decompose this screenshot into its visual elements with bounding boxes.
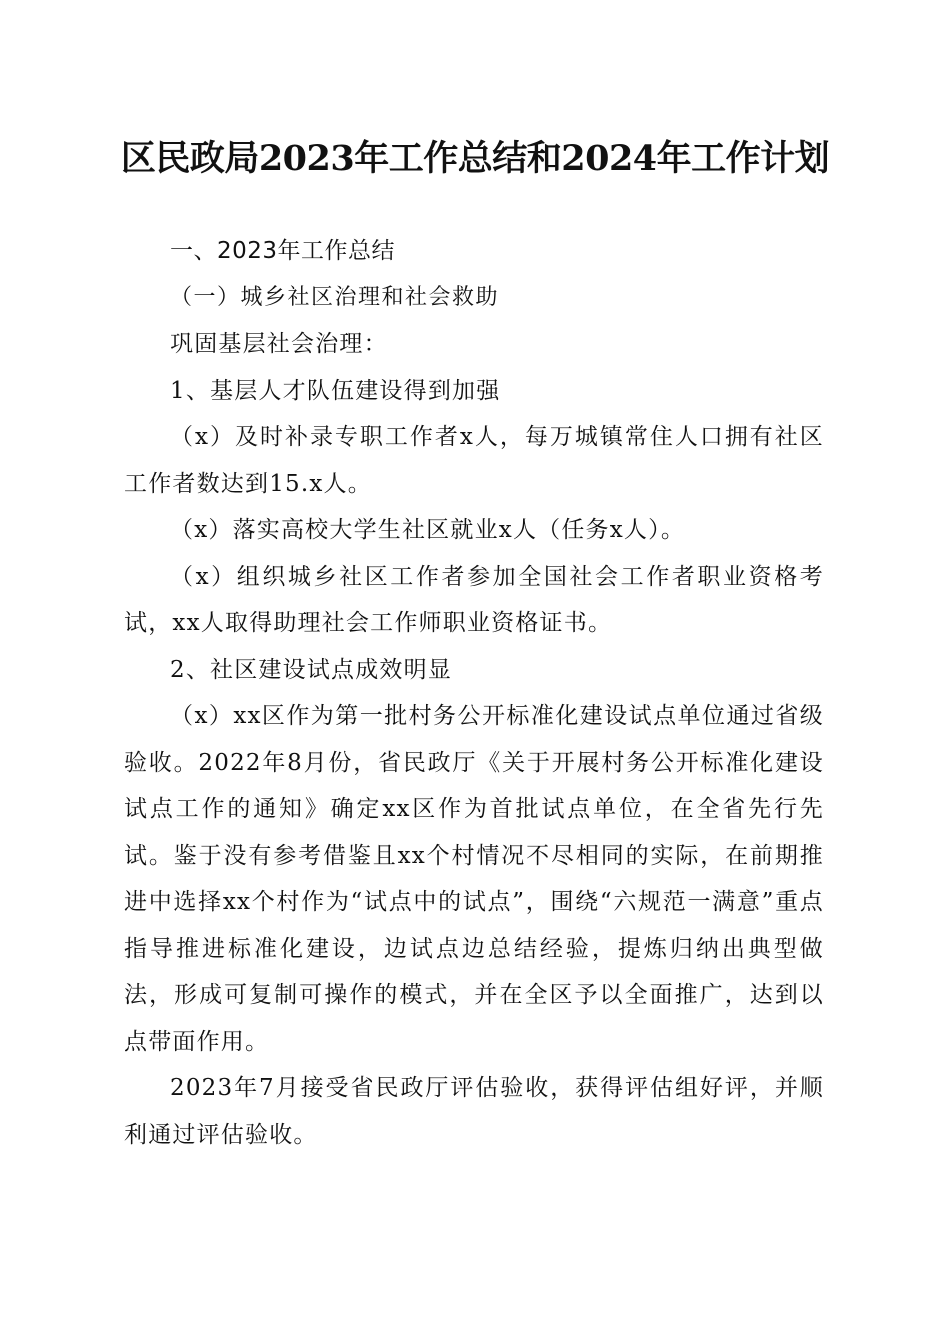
section-heading: 一、2023年工作总结 [170, 238, 396, 264]
paragraph: （x）及时补录专职工作者x人，每万城镇常住人口拥有社区工作者数达到15.x人。 [124, 424, 824, 497]
document-body [124, 228, 824, 1158]
paragraph: 2、社区建设试点成效明显 [170, 656, 453, 683]
paragraph: 1、基层人才队伍建设得到加强 [170, 377, 501, 404]
paragraph: （x）组织城乡社区工作者参加全国社会工作者职业资格考试，xx人取得助理社会工作师职业资格证书。 [124, 563, 824, 636]
paragraph: 巩固基层社会治理： [170, 331, 388, 357]
subsection-heading: （一）城乡社区治理和社会救助 [170, 284, 500, 310]
document-title: 区民政局2023年工作总结和2024年工作计划 [120, 138, 830, 179]
paragraph: （x）xx区作为第一批村务公开标准化建设试点单位通过省级验收。2022年8月份，省民政厅《关于开展村务公开标准化建设试点工作的通知》确定xx区作为首批试点单位，在全省先行先试。鉴于没有参考借鉴且xx个村情况不尽相同的实际，在前期推进中选择xx个村作为“试点中的试点”，围绕“六规范一满意”重点指导推进标准化建设，边试点边总结经验，提炼归纳出典型做法，形成可复制可操作的模式，并在全区予以全面推广，达到以点带面作用。 [124, 703, 824, 1055]
paragraph: 2023年7月接受省民政厅评估验收，获得评估组好评，并顺利通过评估验收。 [124, 1075, 824, 1148]
paragraph: （x）落实高校大学生社区就业x人（任务x人）。 [170, 517, 686, 543]
